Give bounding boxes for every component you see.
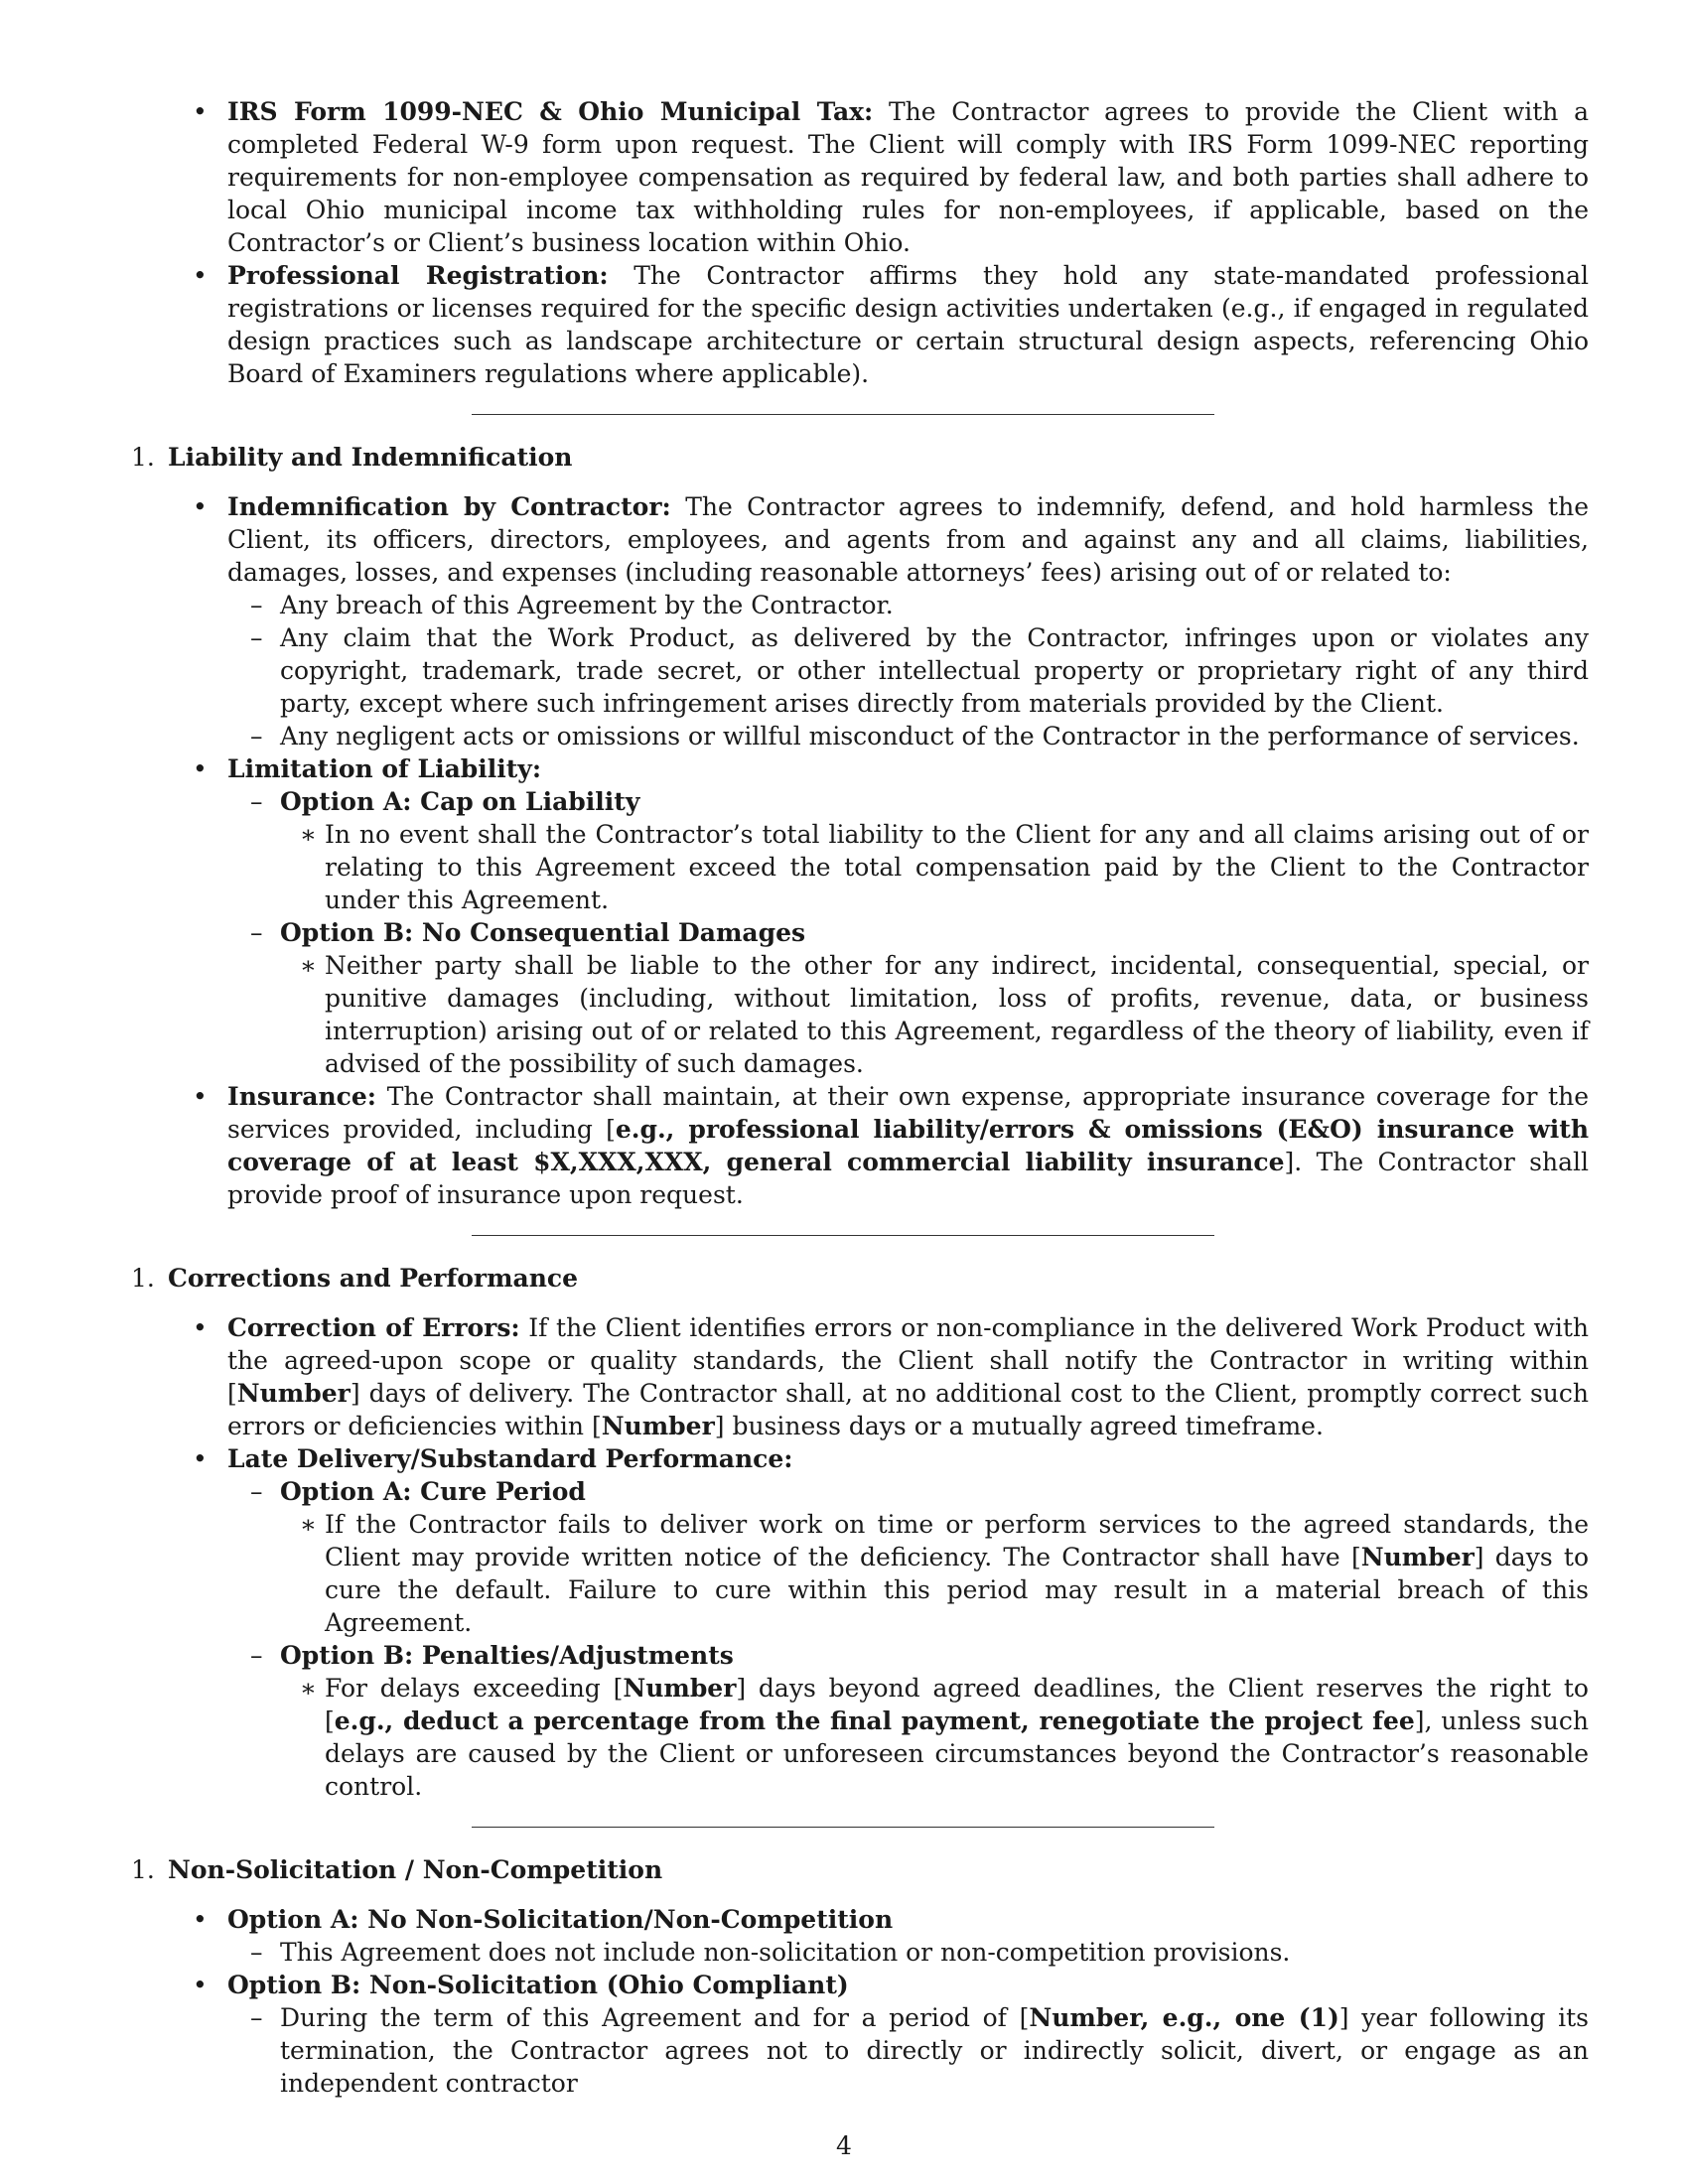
bullet-marker: • xyxy=(193,1313,208,1342)
item-text: This Agreement does not include non-solicitation or non-competition provisions. xyxy=(280,1938,1291,1967)
option-label: Option A: Cap on Liability xyxy=(280,787,640,816)
list-item xyxy=(131,752,1589,785)
item-text: Neither party shall be liable to the other for any indirect, incidental, consequential, special, or punitive damages (including, without limitation, loss of profits, revenue, data, or business interruption) arising out of or related to this Agreement, regardless of the theory of liability, even if advised of the possibility of such damages. xyxy=(325,951,1589,1078)
placeholder-text: e.g., deduct a percentage from the final payment, renegotiate the project fee xyxy=(334,1706,1415,1735)
item-text: ] days of delivery. The Contractor shall, at no additional cost to the Client, promptly correct such errors or deficiencies within [ xyxy=(227,1379,1589,1440)
section-heading-nonsolicitation xyxy=(131,1853,1589,1886)
item-text: ] year following its termination, the Contractor agrees not to directly or indirectly solicit, divert, or engage as an independent contractor xyxy=(280,2003,1589,2098)
item-text: The Contractor agrees to provide the Client with a completed Federal W-9 form upon request. The Client will comply with IRS Form 1099-NEC reporting requirements for non-employee compensation as required by federal law, and both parties shall adhere to local Ohio municipal income tax withholding rules for non-employees, if applicable, based on the Contractor’s or Client’s business location within Ohio. xyxy=(227,97,1589,257)
list-item xyxy=(131,1508,1589,1639)
item-text: ] days beyond agreed deadlines, the Client reserves the right to [ xyxy=(325,1674,1589,1735)
list-item xyxy=(131,785,1589,818)
section-heading-corrections xyxy=(131,1262,1589,1295)
section-number: 1. xyxy=(131,443,155,472)
list-item xyxy=(131,621,1589,720)
dash-marker: – xyxy=(250,787,263,816)
list-item xyxy=(131,1311,1589,1442)
dash-marker: – xyxy=(250,1938,263,1967)
item-text: ], unless such delays are caused by the Client or unforeseen circumstances beyond the Contractor’s reasonable control. xyxy=(325,1706,1589,1801)
tax-registration-list xyxy=(131,95,1589,390)
item-text: Any negligent acts or omissions or willful misconduct of the Contractor in the performance of services. xyxy=(280,722,1580,751)
list-item xyxy=(131,1080,1589,1211)
item-text: In no event shall the Contractor’s total liability to the Client for any and all claims arising out of or relating to this Agreement exceed the total compensation paid by the Client to the Contractor under this Agreement. xyxy=(325,820,1589,914)
corrections-list xyxy=(131,1311,1589,1803)
section-title: Corrections and Performance xyxy=(168,1264,579,1293)
list-item xyxy=(131,1475,1589,1508)
item-label: Professional Registration: xyxy=(227,261,609,290)
dash-marker: – xyxy=(250,722,263,751)
item-text: During the term of this Agreement and for a period of [ xyxy=(280,2003,1030,2032)
bullet-marker: • xyxy=(193,754,208,783)
list-item xyxy=(131,1672,1589,1803)
bullet-marker: • xyxy=(193,261,208,290)
placeholder-text: Number xyxy=(601,1412,715,1440)
liability-list xyxy=(131,490,1589,1211)
item-label: Late Delivery/Substandard Performance: xyxy=(227,1444,793,1473)
section-number: 1. xyxy=(131,1855,155,1884)
option-label: Option B: Penalties/Adjustments xyxy=(280,1641,734,1670)
option-label: Option B: No Consequential Damages xyxy=(280,918,806,947)
dash-marker: – xyxy=(250,1641,263,1670)
list-item xyxy=(131,720,1589,752)
star-marker: ∗ xyxy=(300,820,317,849)
page-number: 4 xyxy=(836,2131,852,2160)
dash-marker: – xyxy=(250,591,263,619)
section-title: Liability and Indemnification xyxy=(168,443,573,472)
list-item xyxy=(131,949,1589,1080)
dash-marker: – xyxy=(250,623,263,652)
bullet-marker: • xyxy=(193,1971,208,1999)
list-item xyxy=(131,1639,1589,1672)
item-text: The Contractor affirms they hold any state-mandated professional registrations or licenses required for the specific design activities undertaken (e.g., if engaged in regulated design practices such as landscape architecture or certain structural design aspects, referencing Ohio Board of Examiners regulations where applicable). xyxy=(227,261,1590,388)
item-text: If the Contractor fails to deliver work on time or perform services to the agreed standards, the Client may provide written notice of the deficiency. The Contractor shall have [ xyxy=(325,1510,1589,1571)
dash-marker: – xyxy=(250,918,263,947)
option-label: Option A: No Non-Solicitation/Non-Competition xyxy=(227,1905,894,1934)
item-text: The Contractor shall maintain, at their own expense, appropriate insurance coverage for the services provided, including [ xyxy=(227,1082,1589,1144)
document-body xyxy=(131,95,1589,2100)
placeholder-text: Number, e.g., one (1) xyxy=(1029,2003,1339,2032)
option-label: Option B: Non-Solicitation (Ohio Compliant) xyxy=(227,1971,849,1999)
list-item xyxy=(131,916,1589,949)
bullet-marker: • xyxy=(193,1444,208,1473)
placeholder-text: Number xyxy=(1360,1543,1475,1571)
list-item xyxy=(131,1903,1589,1936)
bullet-marker: • xyxy=(193,1905,208,1934)
item-label: Correction of Errors: xyxy=(227,1313,520,1342)
item-text: If the Client identifies errors or non-compliance in the delivered Work Product with the agreed-upon scope or quality standards, the Client shall notify the Contractor in writing within [ xyxy=(227,1313,1589,1408)
nonsolicitation-list xyxy=(131,1903,1589,2100)
item-text: For delays exceeding [ xyxy=(325,1674,624,1703)
placeholder-text: e.g., professional liability/errors & omissions (E&O) insurance with coverage of at least $X,XXX,XXX, general commercial liability insurance xyxy=(227,1115,1590,1176)
bullet-marker: • xyxy=(193,492,208,521)
item-text: Any claim that the Work Product, as delivered by the Contractor, infringes upon or violates any copyright, trademark, trade secret, or other intellectual property or proprietary right of any third party, except where such infringement arises directly from materials provided by the Client. xyxy=(280,623,1589,718)
section-title: Non-Solicitation / Non-Competition xyxy=(168,1855,663,1884)
item-text: ] business days or a mutually agreed timeframe. xyxy=(714,1412,1324,1440)
list-item xyxy=(131,490,1589,589)
list-item xyxy=(131,1442,1589,1475)
list-item xyxy=(131,2001,1589,2100)
item-text: ] days to cure the default. Failure to cure within this period may result in a material breach of this Agreement. xyxy=(325,1543,1589,1637)
placeholder-text: Number xyxy=(236,1379,351,1408)
star-marker: ∗ xyxy=(300,1674,317,1703)
item-label: Limitation of Liability: xyxy=(227,754,542,783)
item-label: IRS Form 1099-NEC & Ohio Municipal Tax: xyxy=(227,97,874,126)
dash-marker: – xyxy=(250,1477,263,1506)
bullet-marker: • xyxy=(193,97,208,126)
list-item xyxy=(131,95,1589,259)
item-text: ]. The Contractor shall provide proof of insurance upon request. xyxy=(227,1148,1589,1209)
item-text: Any breach of this Agreement by the Contractor. xyxy=(280,591,894,619)
dash-marker: – xyxy=(250,2003,263,2032)
list-item xyxy=(131,818,1589,916)
section-heading-liability xyxy=(131,441,1589,474)
option-label: Option A: Cure Period xyxy=(280,1477,586,1506)
bullet-marker: • xyxy=(193,1082,208,1111)
placeholder-text: Number xyxy=(623,1674,737,1703)
section-number: 1. xyxy=(131,1264,155,1293)
list-item xyxy=(131,589,1589,621)
list-item xyxy=(131,1936,1589,1969)
item-text: The Contractor agrees to indemnify, defend, and hold harmless the Client, its officers, directors, employees, and agents from and against any and all claims, liabilities, damages, losses, and expenses (including reasonable attorneys’ fees) arising out of or related to: xyxy=(227,492,1589,587)
item-label: Indemnification by Contractor: xyxy=(227,492,671,521)
star-marker: ∗ xyxy=(300,951,317,980)
star-marker: ∗ xyxy=(300,1510,317,1539)
list-item xyxy=(131,259,1589,390)
item-label: Insurance: xyxy=(227,1082,377,1111)
list-item xyxy=(131,1969,1589,2001)
